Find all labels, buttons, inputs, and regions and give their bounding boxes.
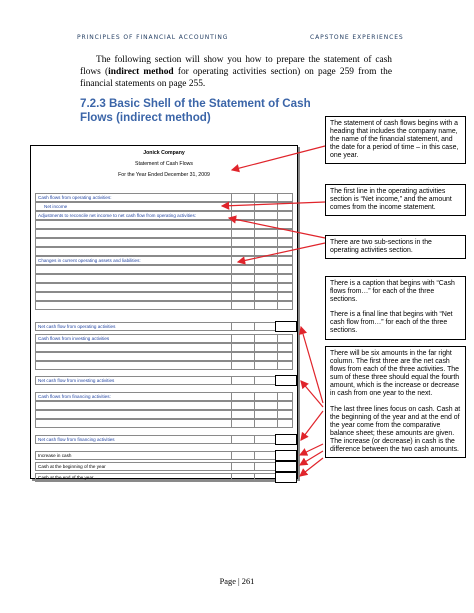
arrow-net-income — [222, 202, 325, 206]
row-label: Increase in cash — [38, 453, 72, 458]
callout-text: There is a final line that begins with “Net cash flow from…” for each of the three sections. — [330, 311, 453, 335]
callout-text: There is a caption that begins with “Cash flows from…” for each of the three sections. — [330, 280, 455, 304]
running-header-section: CAPSTONE EXPERIENCES — [310, 34, 404, 41]
row-label: Adjustments to reconcile net income to net cash flow from operating activities: — [38, 213, 197, 218]
running-header-title: PRINCIPLES OF FINANCIAL ACCOUNTING — [77, 34, 229, 41]
row-label: Changes in current operating assets and liabilities: — [38, 258, 141, 263]
arrow-box-operating — [301, 327, 323, 403]
row-label: Net cash flow from investing activities — [38, 378, 115, 383]
arrow-box-investing — [301, 381, 323, 407]
row-label: Cash flows from operating activities: — [38, 195, 112, 200]
intro-text-1: The following section will show you how to prepare the statement of cash flows ( — [80, 55, 392, 78]
arrow-adjustments — [229, 218, 325, 238]
intro-bold: indirect method — [108, 67, 174, 78]
callout-text: The last three lines focus on cash. Cash at the beginning of the year and at the end of the year come from the comparative balance sheet; these amounts are given. The increase (or decrease) in cash is the difference between the two cash amounts. — [330, 405, 461, 454]
row-label: Net cash flow from operating activities — [38, 324, 116, 329]
form-period: For the Year Ended December 31, 2009 — [118, 172, 210, 178]
arrow-heading — [232, 146, 325, 170]
section-heading: 7.2.3 Basic Shell of the Statement of Cash Flows (indirect method) — [80, 97, 311, 124]
row-label: Cash at the end of the year — [38, 475, 94, 480]
arrow-changes — [238, 243, 325, 262]
row-label: Net cash flow from financing activities — [38, 437, 115, 442]
arrow-box-end — [300, 458, 323, 476]
intro-text-2: for operating activities section) on page 259 from the financial statements on page 255. — [80, 67, 393, 90]
callout-text: The statement of cash flows begins with a heading that includes the company name, the name of the financial statement, and the date for a period of time – in this case, one year. — [330, 120, 459, 160]
row-label: Cash flows from financing activities: — [38, 394, 111, 399]
row-label: Cash flows from investing activities — [38, 336, 110, 341]
form-company: Jonick Company — [143, 150, 185, 156]
page-number: Page | 261 — [219, 577, 255, 586]
callout-text: There are two sub-sections in the operating activities section. — [330, 239, 432, 255]
callout-text: The first line in the operating activities section is “Net income,” and the amount comes from the income statement. — [330, 188, 452, 212]
callout-text: There will be six amounts in the far right column. The first three are the net cash flows from each of the three activities. The sum of these three should equal the fourth amount, which is the increase or decrease in cash from one year to the next. — [330, 350, 460, 398]
row-label: Cash at the beginning of the year — [38, 464, 106, 469]
arrow-box-financing — [301, 411, 323, 440]
form-statement-name: Statement of Cash Flows — [135, 161, 193, 167]
row-label: Net income — [44, 204, 68, 209]
